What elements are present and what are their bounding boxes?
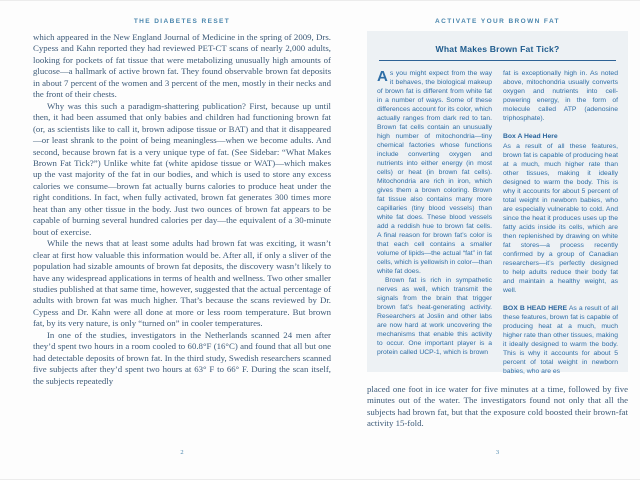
sidebar-paragraph [503,304,618,376]
sidebar-columns [377,69,618,376]
right-body-text [367,384,628,430]
body-paragraph: placed one foot in ice water for five minutes at a time, followed by five minutes out of the water. The investigators found not only that all the subjects had brown fat, but that the exposure cold boosted their brown-fat activity 15-fold. [367,384,628,429]
page-right [367,1,628,480]
body-paragraph: While the news that at least some adults had brown fat was exciting, it wasn’t clear at first how valuable this information would be. After all, if only a sliver of the population had sizable amounts of brown fat deposits, the discovery wasn’t likely to have any widespread applications in terms of health and wellness. Two other smaller studies published at that same time, however, suggested that the actual percentage of adults with brown fat was much higher. That’s because the scans reviewed by Dr. Cypess and Dr. Kahn were all done at more or less room temperature. But brown fat, by its very nature, is only “turned on” in cooler temperatures. [33,238,331,329]
right-page-number: 3 [495,449,500,456]
sidebar-title: What Makes Brown Fat Tick? [435,44,560,54]
drop-cap: A [377,68,388,85]
sidebar-paragraph [377,69,492,276]
sidebar-paragraph: fat is exceptionally high in. As noted above, mitochondria usually converts oxygen and nutrients into cell-powering energy, in the form of molecule called ATP (adenosine triphosphate). [503,70,618,122]
sidebar-title-rule [379,60,616,61]
left-page-number: 2 [180,449,184,456]
sidebar-column-right [503,69,618,376]
sidebar-box [367,31,628,375]
sidebar-paragraph-text: As a result of all these features, brown fat is capable of producing heat at a much, much higher rate than other tissues, making it ideally designed to warm the body. This is why it accounts for about 5 percent of total weight in newborn babies, who are es [503,305,619,375]
body-paragraph: which appeared in the New England Journal of Medicine in the spring of 2009, Drs. Cypess and Kahn reported they had reviewed PET-CT scans of nearly 2,000 adults, looking for pockets of fat tissue that were metabolizing unusually high amounts of glucose—a hallmark of active brown fat. They found observable brown fat deposits in about 7 percent of the women and 3 percent of the men, mostly in their necks and the front of their chests. [33,32,331,100]
sidebar-paragraph: As a result of all these features, brown fat is capable of producing heat at a much, much higher rate than other tissues, making it ideally designed to warm the body. This is why it accounts for about 5 percent of total weight in newborn babies, who are especially vulnerable to cold. And since the heat it produces uses up the fatty acids inside its cells, which are then replenished by drawing on white fat stores—a process recently confirmed by a group of Canadian researchers—it’s perfectly designed to help adults reduce their body fat and maintain a healthy weight, as well. [503,143,618,294]
sidebar-column-left [377,69,492,376]
sidebar-paragraph: Brown fat is rich in sympathetic nerves as well, which transmit the signals from the brain that trigger brown fat’s heat-generating activity. Researchers at Joslin and other labs are now hard at work uncovering the mechanisms that enable this activity to occur. One important player is a protein called UCP-1, which is brown [377,277,492,356]
sidebar-subhead-b: BOX B HEAD HERE [503,305,568,312]
body-paragraph: Why was this such a paradigm-shattering publication? First, because up until then, it had been assumed that only babies and children had functioning brown fat (or, as scientists like to call it, brown adipose tissue or BAT) and that it disappeared—or least shrank to the point of being meaningless—when we become adults. And second, because brown fat is a very unique type of fat. (See Sidebar: “What Makes Brown Fat Tick?”) Unlike white fat (white apidose tissue or WAT)—which makes up the vast majority of the fat in our bodies, and which is used to store any excess calories we consume—brown fat actually burns calories to produce heat under the right conditions. In fact, when fully activated, brown fat generates 300 times more heat than any other tissue in the body. Just two ounces of brown fat appears to be capable of burning several hundred calories per day—the equivalent of a 30-minute bout of exercise. [33,100,331,237]
right-running-head: ACTIVATE YOUR BROWN FAT [435,18,560,25]
sidebar-subhead-a: Box A Head Here [503,133,558,140]
left-running-head: THE DIABETES RESET [133,18,231,25]
page-left [33,1,331,480]
left-body-text [33,32,331,387]
body-paragraph: In one of the studies, investigators in the Netherlands scanned 24 men after they’d spent two hours in a room cooled to 60.8°F (16°C) and found that all but one had detectable deposits of brown fat. In the third study, Swedish researchers scanned five subjects after they’d spent two hours at 63° F to 66° F. During the scan itself, the subjects repeatedly [33,329,331,386]
sidebar-paragraph-text: s you might expect from the way it behaves, the biological makeup of brown fat is different from white fat in a number of ways. Some of these differences account for its color, which actually ranges from dark red to tan. Brown fat cells contain an unusually high number of mitochondria—tiny chemical factories whose functions include converting oxygen and nutrients into either energy (in most cells) or heat (in brown fat cells). Mitochondria are rich in iron, which gives them a brown coloring. Brown fat tissue also contains many more capillaries (tiny blood vessels) than white fat does. These blood vessels add a reddish hue to brown fat cells. A final reason for brown fat’s color is that each cell contains a smaller volume of lipids—the actual “fat” in fat cells, which is yellowish in color—than white fat does. [377,70,492,275]
